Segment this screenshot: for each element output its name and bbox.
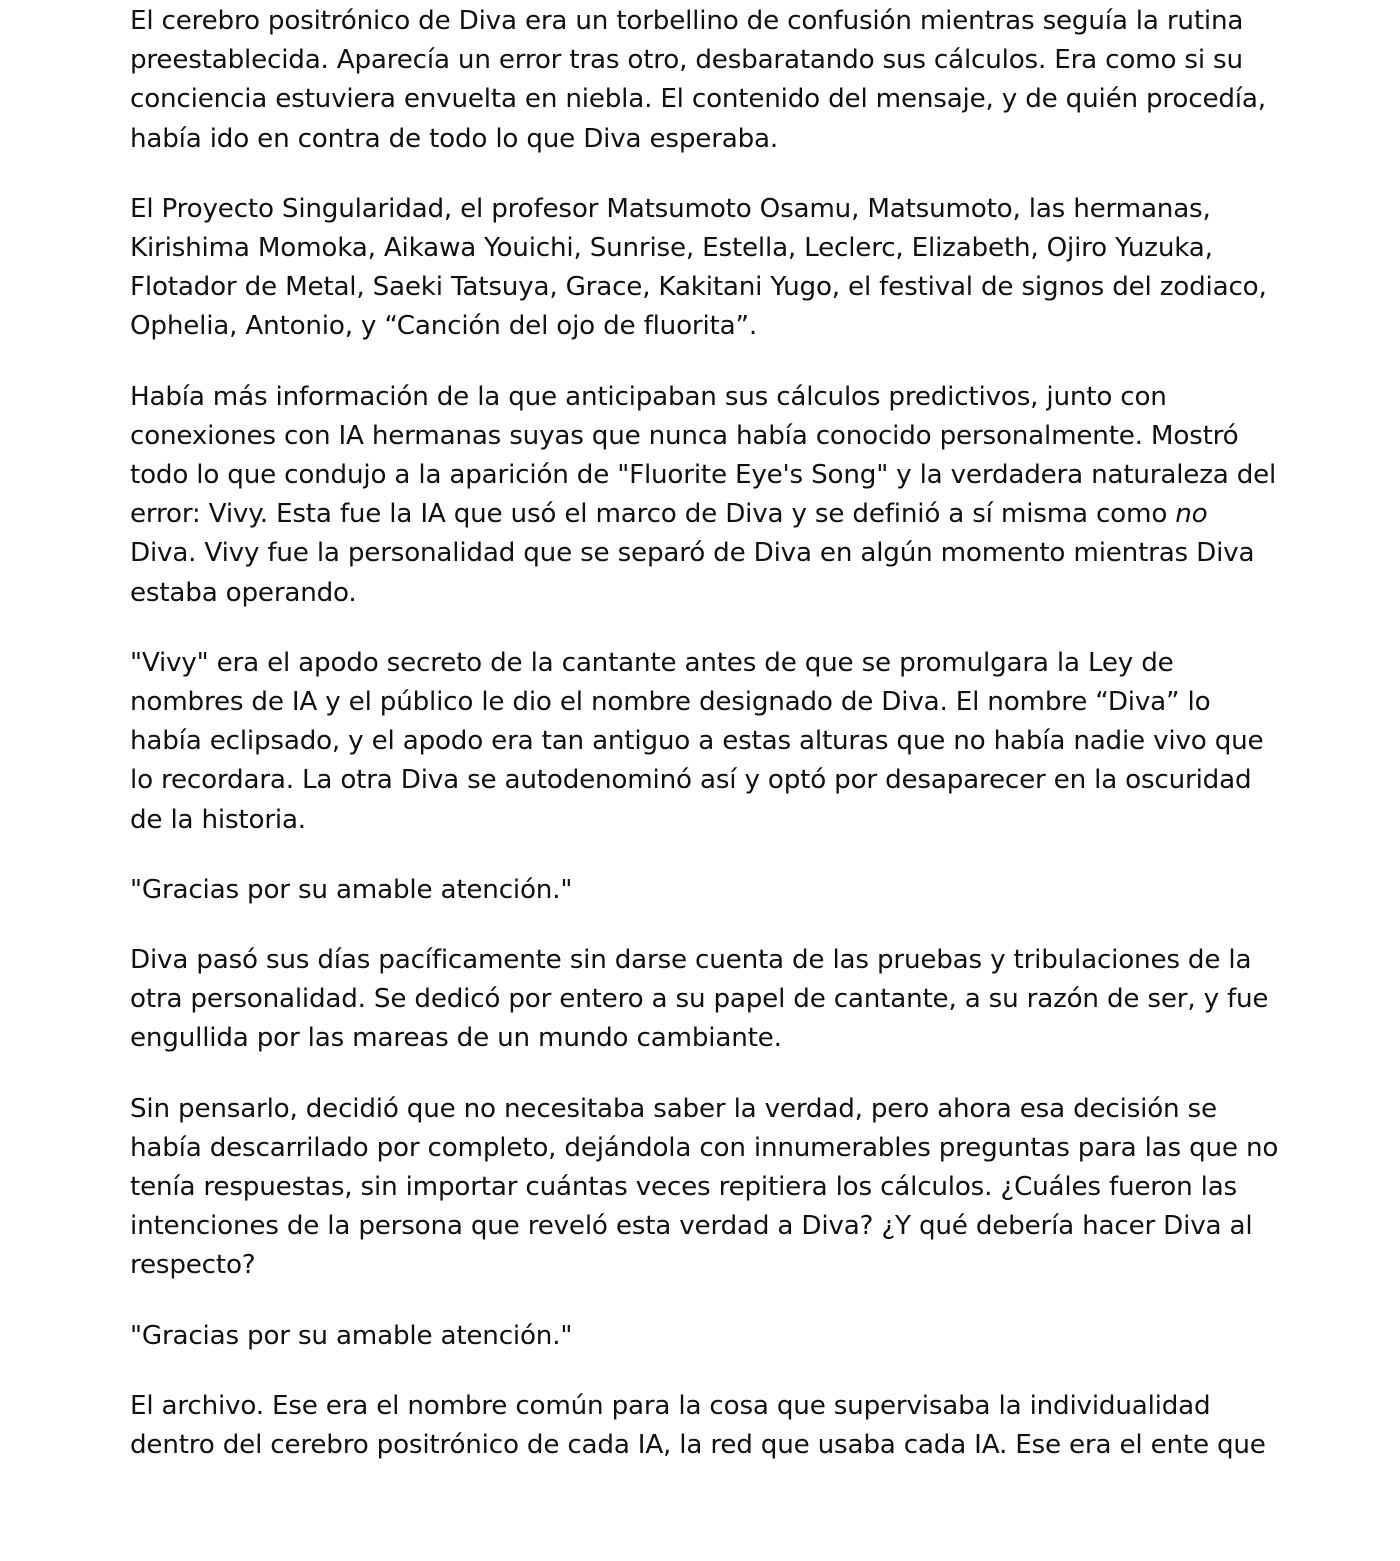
paragraph-3 (130, 378, 1280, 613)
paragraph-2: El Proyecto Singularidad, el profesor Matsumoto Osamu, Matsumoto, las hermanas, Kirishima Momoka, Aikawa Youichi, Sunrise, Estella, Leclerc, Elizabeth, Ojiro Yuzuka, Flotador de Metal, Saeki Tatsuya, Grace, Kakitani Yugo, el festival de signos del zodiaco, Ophelia, Antonio, y “Canción del ojo de fluorita”. (130, 193, 1267, 342)
paragraph-8-quote: "Gracias por su amable atención." (130, 1320, 573, 1351)
paragraph-7: Sin pensarlo, decidió que no necesitaba saber la verdad, pero ahora esa decisión se había descarrilado por completo, dejándola con innumerables preguntas para las que no tenía respuestas, sin importar cuántas veces repitiera los cálculos. ¿Cuáles fueron las intenciones de la persona que reveló esta verdad a Diva? ¿Y qué debería hacer Diva al respecto? (130, 1093, 1279, 1281)
paragraph-5-quote: "Gracias por su amable atención." (130, 874, 573, 905)
document-body (130, 2, 1280, 1465)
paragraph-3-text-after: Diva. Vivy fue la personalidad que se separó de Diva en algún momento mientras Diva estaba operando. (130, 538, 1255, 608)
paragraph-3-text-before: Había más información de la que anticipaban sus cálculos predictivos, junto con conexiones con IA hermanas suyas que nunca había conocido personalmente. Mostró todo lo que condujo a la aparición de "Fluorite Eye's Song" y la verdadera naturaleza del error: Vivy. Esta fue la IA que usó el marco de Diva y se definió a sí misma como (130, 381, 1277, 530)
paragraph-9: El archivo. Ese era el nombre común para la cosa que supervisaba la individualidad dentro del cerebro positrónico de cada IA, la red que usaba cada IA. Ese era el ente que (130, 1390, 1266, 1461)
paragraph-1: El cerebro positrónico de Diva era un torbellino de confusión mientras seguía la rutina preestablecida. Aparecía un error tras otro, desbaratando sus cálculos. Era como si su conciencia estuviera envuelta en niebla. El contenido del mensaje, y de quién procedía, había ido en contra de todo lo que Diva esperaba. (130, 6, 1266, 154)
paragraph-4: "Vivy" era el apodo secreto de la cantante antes de que se promulgara la Ley de nombres de IA y el público le dio el nombre designado de Diva. El nombre “Diva” lo había eclipsado, y el apodo era tan antiguo a estas alturas que no había nadie vivo que lo recordara. La otra Diva se autodenominó así y optó por desaparecer en la oscuridad de la historia. (130, 647, 1264, 835)
paragraph-3-emphasis: no (1175, 499, 1208, 530)
paragraph-6: Diva pasó sus días pacíficamente sin darse cuenta de las pruebas y tribulaciones de la otra personalidad. Se dedicó por entero a su papel de cantante, a su razón de ser, y fue engullida por las mareas de un mundo cambiante. (130, 945, 1269, 1054)
